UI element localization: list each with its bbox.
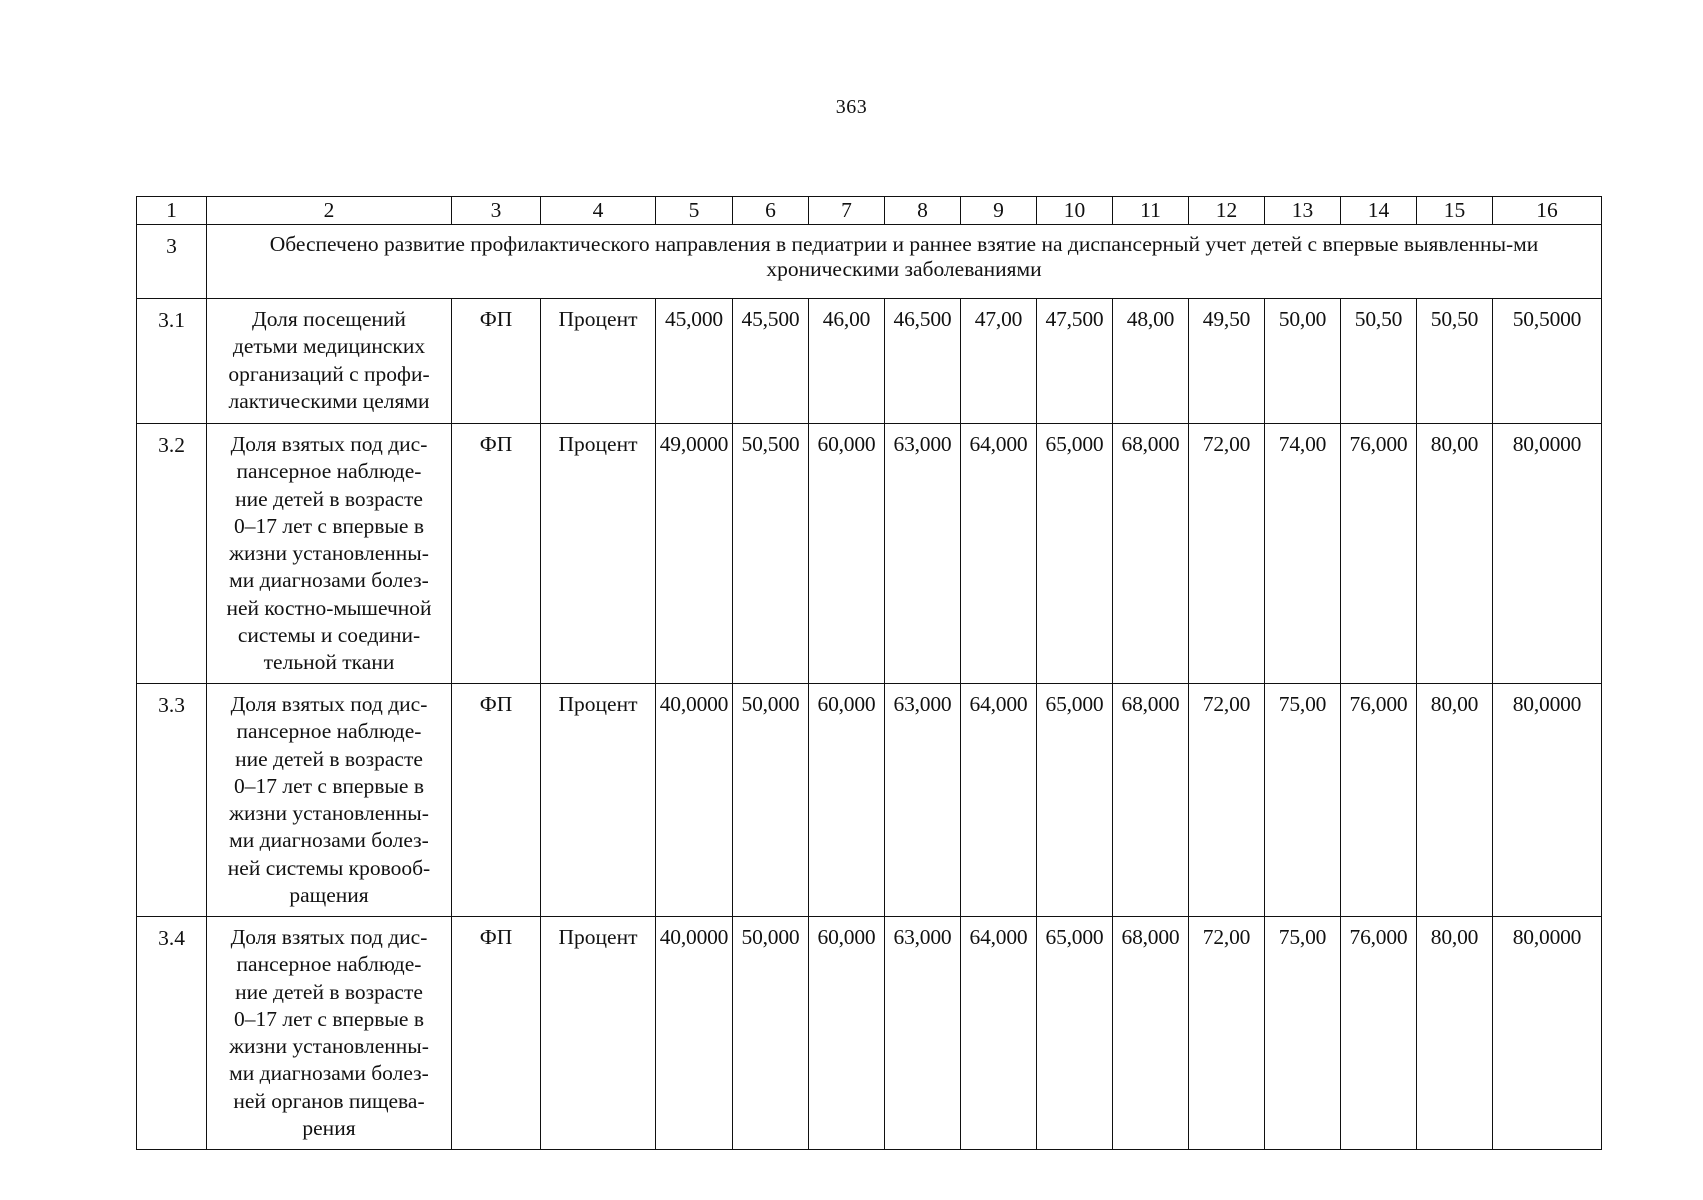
indicator-value: 72,00 [1189, 917, 1265, 1150]
column-number: 13 [1265, 197, 1341, 225]
indicator-value: 60,000 [809, 917, 885, 1150]
indicator-value: 75,00 [1265, 684, 1341, 917]
indicator-value: 68,000 [1113, 684, 1189, 917]
column-number: 9 [961, 197, 1037, 225]
indicator-name [207, 424, 452, 684]
indicator-name-line: Доля взятых под дис- [230, 432, 428, 456]
indicator-value: 72,00 [1189, 424, 1265, 684]
indicator-value: 49,50 [1189, 299, 1265, 424]
indicator-value: 68,000 [1113, 424, 1189, 684]
indicator-value: 60,000 [809, 684, 885, 917]
indicator-value: 40,0000 [656, 684, 733, 917]
indicator-unit: Процент [541, 424, 656, 684]
row-index: 3.1 [137, 299, 207, 424]
indicator-name-line: ние детей в возрасте [235, 746, 423, 771]
column-number: 16 [1493, 197, 1602, 225]
indicator-value: 76,000 [1341, 917, 1417, 1150]
page-number: 363 [835, 96, 868, 118]
indicators-table [136, 196, 1602, 1150]
indicator-value: 47,500 [1037, 299, 1113, 424]
indicator-name-line: ми диагнозами болез- [229, 1061, 429, 1086]
indicator-name-line: ми диагнозами болез- [229, 828, 429, 853]
column-number: 11 [1113, 197, 1189, 225]
indicator-name-line: детьми медицинских [232, 334, 426, 359]
indicator-value: 64,000 [961, 424, 1037, 684]
column-number-row [137, 197, 1602, 225]
indicator-name-line: 0–17 лет с впервые в [234, 513, 424, 538]
indicator-value: 49,0000 [656, 424, 733, 684]
indicator-value: 65,000 [1037, 684, 1113, 917]
column-number: 5 [656, 197, 733, 225]
column-number: 7 [809, 197, 885, 225]
indicator-value: 45,500 [733, 299, 809, 424]
table-row [137, 684, 1602, 917]
section-row [137, 225, 1602, 299]
indicator-code: ФП [452, 917, 541, 1150]
indicator-name-line: лактическими целями [228, 388, 430, 413]
column-number: 2 [207, 197, 452, 225]
indicator-name-line: Доля взятых под дис- [230, 692, 428, 716]
section-title: Обеспечено развитие профилактического направления в педиатрии и раннее взятие на диспансерный учет детей с впервые выявленны-ми хроническими заболеваниями [207, 225, 1602, 299]
column-number: 12 [1189, 197, 1265, 225]
column-number: 1 [137, 197, 207, 225]
indicator-name-line: жизни установленны- [229, 1034, 429, 1059]
table-row [137, 917, 1602, 1150]
indicator-name-line: ми диагнозами болез- [229, 568, 429, 593]
indicator-value: 48,00 [1113, 299, 1189, 424]
indicator-value: 50,5000 [1493, 299, 1602, 424]
indicator-value: 74,00 [1265, 424, 1341, 684]
indicator-name-line: ние детей в возрасте [235, 486, 423, 511]
indicator-name-line: ней системы кровооб- [227, 855, 431, 880]
indicator-value: 80,00 [1417, 917, 1493, 1150]
column-number: 15 [1417, 197, 1493, 225]
indicator-name-line: Доля взятых под дис- [230, 925, 428, 949]
indicator-name-line: ней органов пищева- [233, 1088, 425, 1113]
indicator-unit: Процент [541, 917, 656, 1150]
indicator-name-line: пансерное наблюде- [236, 719, 422, 744]
column-number: 3 [452, 197, 541, 225]
indicator-value: 80,00 [1417, 684, 1493, 917]
indicator-value: 50,50 [1341, 299, 1417, 424]
column-number: 6 [733, 197, 809, 225]
indicator-value: 50,000 [733, 684, 809, 917]
indicator-unit: Процент [541, 299, 656, 424]
indicator-value: 40,0000 [656, 917, 733, 1150]
row-index: 3.4 [137, 917, 207, 1150]
indicator-value: 76,000 [1341, 684, 1417, 917]
indicator-value: 64,000 [961, 917, 1037, 1150]
indicator-name-line: жизни установленны- [229, 801, 429, 826]
indicator-name-line: 0–17 лет с впервые в [234, 1006, 424, 1031]
indicator-value: 50,500 [733, 424, 809, 684]
indicator-value: 76,000 [1341, 424, 1417, 684]
indicator-value: 46,500 [885, 299, 961, 424]
indicator-name-line: организаций с профи- [228, 361, 430, 386]
indicator-name [207, 299, 452, 424]
section-index: 3 [137, 225, 207, 299]
indicator-name-line: тельной ткани [263, 650, 395, 675]
indicator-value: 50,00 [1265, 299, 1341, 424]
table-row [137, 424, 1602, 684]
indicator-name-line: пансерное наблюде- [236, 459, 422, 484]
indicator-name-line: Доля посещений [252, 307, 406, 331]
indicator-name-line: ней костно-мышечной [226, 595, 432, 620]
column-number: 8 [885, 197, 961, 225]
indicator-value: 47,00 [961, 299, 1037, 424]
indicator-value: 63,000 [885, 917, 961, 1150]
indicator-value: 65,000 [1037, 424, 1113, 684]
indicator-value: 45,000 [656, 299, 733, 424]
column-number: 4 [541, 197, 656, 225]
indicator-value: 80,0000 [1493, 424, 1602, 684]
indicator-value: 65,000 [1037, 917, 1113, 1150]
row-index: 3.3 [137, 684, 207, 917]
indicator-value: 50,000 [733, 917, 809, 1150]
indicator-value: 80,0000 [1493, 684, 1602, 917]
indicator-code: ФП [452, 299, 541, 424]
indicator-value: 68,000 [1113, 917, 1189, 1150]
indicator-value: 80,00 [1417, 424, 1493, 684]
indicator-value: 46,00 [809, 299, 885, 424]
indicator-name-line: 0–17 лет с впервые в [234, 773, 424, 798]
column-number: 14 [1341, 197, 1417, 225]
indicator-value: 72,00 [1189, 684, 1265, 917]
indicator-value: 60,000 [809, 424, 885, 684]
indicator-name-line: системы и соедини- [237, 623, 421, 648]
indicator-value: 63,000 [885, 684, 961, 917]
indicator-value: 75,00 [1265, 917, 1341, 1150]
indicator-name-line: рения [302, 1116, 356, 1141]
indicator-value: 80,0000 [1493, 917, 1602, 1150]
indicator-name-line: пансерное наблюде- [236, 952, 422, 977]
indicator-value: 64,000 [961, 684, 1037, 917]
indicator-name-line: ращения [289, 883, 369, 908]
row-index: 3.2 [137, 424, 207, 684]
indicator-code: ФП [452, 424, 541, 684]
indicator-name [207, 917, 452, 1150]
indicator-value: 50,50 [1417, 299, 1493, 424]
indicator-value: 63,000 [885, 424, 961, 684]
indicator-code: ФП [452, 684, 541, 917]
column-number: 10 [1037, 197, 1113, 225]
indicator-name-line: ние детей в возрасте [235, 979, 423, 1004]
table-row [137, 299, 1602, 424]
indicator-unit: Процент [541, 684, 656, 917]
indicator-name-line: жизни установленны- [229, 541, 429, 566]
indicator-name [207, 684, 452, 917]
